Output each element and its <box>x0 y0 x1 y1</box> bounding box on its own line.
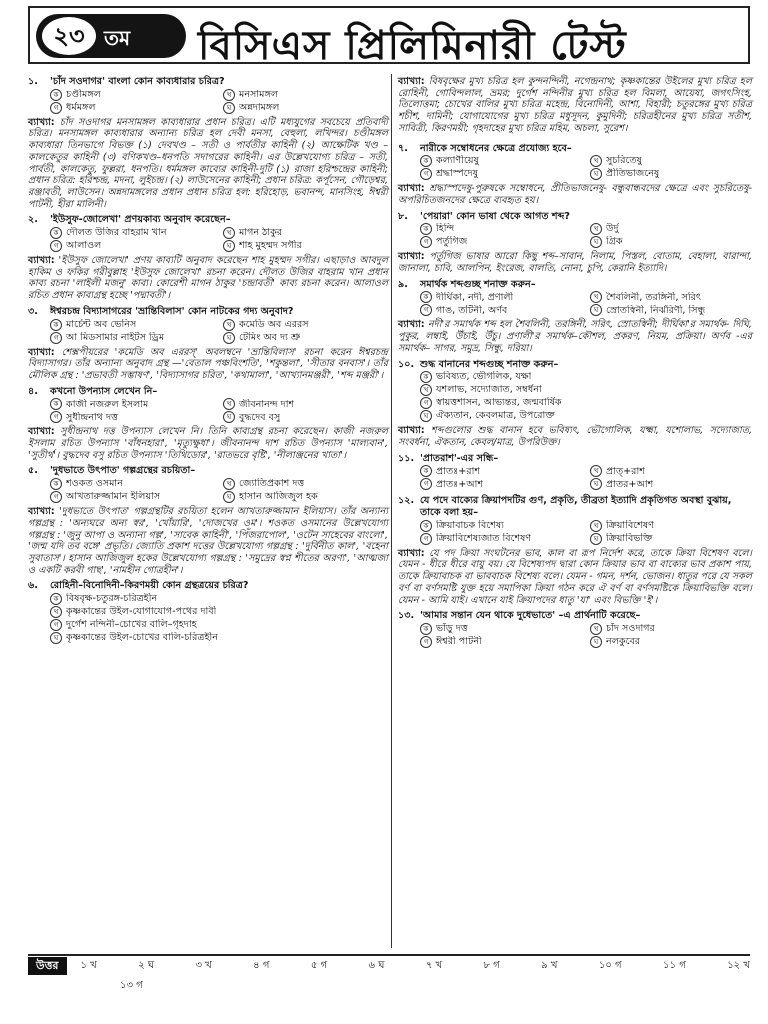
option-marker: গ <box>50 491 62 503</box>
explanation-text: শেক্সপীয়রের 'কমেডি অব এররস্' অবলম্বনে 'ভ্রান্তিবিলাস' রচনা করেন ঈশ্বরচন্দ্র বিদ্যাসাগর। তাঁর অন্যান্য অনুবাদ গ্রন্থ —'বেতাল পঞ্চবিংশতি', 'শকুন্তলা', 'সীতার বনবাস'। তাঁর মৌলিক গ্রন্থ : 'প্রভাবতী সম্ভাষণ', 'বিদ্যাসাগর চরিত', 'কথামালা', 'আখ্যানমঞ্জরী', 'শব্দ মঞ্জরী'। <box>28 346 388 381</box>
option-item <box>420 291 582 303</box>
explanation-label: ব্যাখ্যা: <box>398 547 425 559</box>
option-item <box>50 332 215 344</box>
option-item <box>223 411 388 423</box>
explanation <box>28 347 388 382</box>
explanation <box>398 319 752 354</box>
option-item <box>420 520 582 532</box>
explanation-text: পর্তুগিজ ভাষার আরো কিছু শব্দ–সাবান, নিলাম, পিস্তল, বোতাম, বেহালা, বারান্দা, জানালা, চাবি, আলপিন, ইংরেজ, বালতি, নোনা, চুপি, কেরানি ইত্যাদি। <box>398 251 752 275</box>
option-item <box>420 371 752 383</box>
option-item <box>223 227 388 239</box>
option-item <box>590 291 752 303</box>
explanation <box>28 117 388 211</box>
option-marker: গ <box>420 533 432 545</box>
option-item <box>590 623 752 635</box>
option-text: ঐক্যতান, কেবলমাত্র, উপরোক্ত <box>436 410 555 422</box>
question-text: 'পেয়ারা' কোন ভাষা থেকে আগত শব্দ? <box>420 210 570 222</box>
option-item <box>223 332 388 344</box>
option-marker: খ <box>420 384 432 396</box>
options-list <box>398 291 752 317</box>
option-text: জ্যোতিপ্রকাশ দত্ত <box>239 478 305 490</box>
option-text: টেমিং অব দ্য শ্রু <box>239 331 301 343</box>
question-block <box>398 453 752 492</box>
option-marker: ঘ <box>420 410 432 422</box>
answer-item: ৪ গ <box>253 959 270 971</box>
options-list <box>28 227 388 253</box>
option-marker: ক <box>50 593 62 605</box>
option-text: মনসামঙ্গল <box>239 88 279 100</box>
page-title: বিসিএস প্রিলিমিনারী টেস্ট <box>198 22 627 69</box>
option-text: শ্রদ্ধাস্পদেষু <box>436 168 478 180</box>
option-item <box>50 593 388 605</box>
option-item <box>420 168 582 180</box>
answer-item: ৭ খ <box>425 959 443 971</box>
explanation <box>398 425 752 448</box>
test-number: ২৩ <box>42 17 96 55</box>
explanation-label: ব্যাখ্যা: <box>398 76 425 87</box>
option-item <box>50 491 215 503</box>
option-marker: ঘ <box>590 533 602 545</box>
options-list <box>28 478 388 504</box>
option-marker: ক <box>420 520 432 532</box>
option-item <box>420 384 752 396</box>
question-row <box>28 465 388 477</box>
question-row <box>28 76 388 88</box>
option-text: গ্রিক <box>606 236 623 248</box>
option-marker: ক <box>420 371 432 383</box>
option-item <box>590 520 752 532</box>
option-item <box>50 478 215 490</box>
option-marker: গ <box>50 619 62 631</box>
answer-key-list <box>67 960 751 972</box>
explanation-label: ব্যাখ্যা: <box>28 506 55 518</box>
option-marker: ঘ <box>590 304 602 316</box>
option-marker: খ <box>590 520 602 532</box>
option-marker: ক <box>50 89 62 101</box>
option-item <box>50 102 215 114</box>
answer-item: ৮ গ <box>483 959 500 971</box>
option-item <box>590 636 752 648</box>
option-marker: খ <box>223 478 235 490</box>
option-text: জীবনানন্দ দাশ <box>239 398 295 410</box>
options-list <box>398 223 752 249</box>
test-number-suffix: তম <box>104 26 131 50</box>
option-item <box>590 533 752 545</box>
option-item <box>420 223 582 235</box>
option-text: মাগন ঠাকুর <box>239 227 283 239</box>
option-marker: গ <box>420 478 432 490</box>
explanation <box>28 506 388 576</box>
option-text: নলকুবের <box>606 636 641 648</box>
question-row <box>28 306 388 318</box>
question-text: 'দুধভাতে উৎপাত' গল্পগ্রন্থের রচয়িতা– <box>50 465 196 477</box>
explanation <box>398 548 752 607</box>
question-text: 'আমার সন্তান যেন থাকে দুধেভাতে' –এ প্রার্থনাটি করেছে– <box>420 610 641 622</box>
option-text: চাঁদ সওদাগর <box>606 623 655 635</box>
question-row <box>398 211 752 223</box>
question-text: যে পদে বাক্যের ক্রিয়াপদটির গুণ, প্রকৃতি, তীব্রতা ইত্যাদি প্রকৃতিগত অবস্থা বুঝায়, তাকে বলা হয়– <box>420 495 732 519</box>
question-text: শুদ্ধ বানানের শব্দগুচ্ছ শনাক্ত করুন– <box>420 358 559 370</box>
option-text: স্বায়ত্তশাসন, আভ্যন্তর, জন্মবার্ষিক <box>436 397 562 409</box>
option-marker: খ <box>590 223 602 235</box>
question-text: নারীকে সম্বোধনের ক্ষেত্রে প্রযোজ্য হবে– <box>420 142 572 154</box>
question-text: কখনো উপন্যাস লেখেন নি– <box>50 385 158 397</box>
explanation-label: ব্যাখ্যা: <box>28 426 55 438</box>
option-text: আখতারুজ্জামান ইলিয়াস <box>66 491 161 503</box>
option-text: মার্চেন্ট অব ভেনিস <box>66 318 137 330</box>
option-text: সুচরিতেষু <box>606 155 642 167</box>
option-text: দৌলত উজির বাহরাম খান <box>66 227 167 239</box>
option-item <box>420 236 582 248</box>
explanation-label: ব্যাখ্যা: <box>28 255 55 267</box>
option-marker: গ <box>420 397 432 409</box>
option-text: প্রাত্+রাশ <box>606 465 645 477</box>
option-marker: ঘ <box>590 168 602 180</box>
option-marker: গ <box>50 240 62 252</box>
answer-item: ১১ গ <box>663 959 686 971</box>
option-marker: ঘ <box>50 632 62 644</box>
options-list <box>28 398 388 424</box>
option-item <box>223 319 388 331</box>
option-marker: ক <box>50 398 62 410</box>
option-marker: ঘ <box>223 240 235 252</box>
option-marker: ঘ <box>223 411 235 423</box>
question-row <box>398 143 752 155</box>
option-item <box>50 411 215 423</box>
option-text: আলাওল <box>66 240 102 252</box>
explanation-text: সুধীন্দ্রনাথ দত্ত উপন্যাস লেখেন নি। তিনি কাব্যগ্রন্থ রচনা করেছেন। কাজী নজরুল ইসলাম রচিত উপন্যাস 'বাঁধনহারা', 'মৃত্যুক্ষুধা'। জীবনানন্দ দাশ রচিত উপন্যাস 'মাল্যবান', 'সুতীর্থ'। বুদ্ধদেব বসু রচিত উপন্যাস 'তিথিডোর', 'রাতভরে বৃষ্টি', 'নীলাঞ্জনের খাতা'। <box>28 426 388 461</box>
option-text: আ মিডসামার নাইটস ড্রিম <box>66 331 165 343</box>
option-marker: ঘ <box>223 102 235 114</box>
option-item <box>590 236 752 248</box>
option-item <box>420 410 752 422</box>
option-text: ক্রিয়াবিশেষ্যজাত বিশেষণ <box>436 532 532 544</box>
option-item <box>223 478 388 490</box>
question-text: 'প্রাতরাশ'-এর সন্ধি– <box>420 452 499 464</box>
option-item <box>223 240 388 252</box>
option-marker: ক <box>420 465 432 477</box>
answer-key-label: উত্তর <box>28 957 67 975</box>
option-text: অন্নদামঙ্গল <box>239 101 280 113</box>
question-block <box>398 495 752 606</box>
explanation-label: ব্যাখ্যা: <box>398 425 425 437</box>
option-text: দুর্গেশ নন্দিনী–চোখের বালি–গৃহদাহ <box>66 619 197 631</box>
option-text: কাজী নজরুল ইসলাম <box>66 398 149 410</box>
continued-explanation-text: বিষবৃক্ষের মুখ্য চরিত্র হল কুন্দনন্দিনী, নগেন্দ্রনাথ; কৃষ্ণকান্তের উইলের মুখ্য চরিত্র হল রোহিনী, গোবিন্দলাল, ভ্রমর; দুর্গেশ নন্দিনীর মুখ্য চরিত্র হল বিমলা, আয়েষা, জগৎসিংহ, তিলোত্তমা; চোখের বালির মুখ্য চরিত্র মহেন্দ্র, বিনোদিনী, আশা, বিহারী; চতুরঙ্গের মুখ্য চরিত্র শচীশ, দামিনী; যোগাযোগের মুখ্য চরিত্র মধুসূদন, কুমুদিনী; চরিত্রহীনের মুখ্য চরিত্র সতীশ, সাবিত্রী, কিরণময়ী; গৃহদাহের মুখ্য চরিত্র মহিম, অচলা, সুরেশ। <box>398 76 752 134</box>
question-number: ৮. <box>398 210 408 222</box>
explanation-text: নদী'র সমার্থক শব্দ হল শৈবলিনী, তরঙ্গিনী, সরিৎ, স্রোতস্বিনী; দীর্ঘিকা'র সমার্থক- দিঘি, পুকুর, লম্বাই, উঁচাই, উঁচু। প্রণালী'র সমার্থক–কৌশল, প্রকরণ, নিয়ম, প্রক্রিয়া। অর্ণব -এর সমার্থক– সাগর, সমুদ্র, সিন্ধু, দরিয়া। <box>398 319 752 354</box>
option-marker: গ <box>50 411 62 423</box>
explanation-text: চাঁদ সওদাগর মনসামঙ্গল কাব্যধারার প্রধান চরিত্র। এটি মধ্যযুগের সবচেয়ে প্রতিবাদী চরিত্র। মনসামঙ্গল কাব্যধারার অন্যান্য চরিত্র হল দেবী মনসা, বেহুলা, লখিন্দর। চণ্ডীমঙ্গল কাব্যধারা তিনভাগে বিভক্ত (১) দেবখণ্ড – সতী ও পার্বতীর কাহিনী (২) আক্ষেটিক খণ্ড – কালকেতুর কাহিনী (৩) বণিকখণ্ড–ধনপতি সদাগরের কাহিনী। এর উল্লেখযোগ্য চরিত্র – সতী, পার্বতী, কালকেতু, ফুল্লরা, ধনপতি। ধর্মমঙ্গল কাব্যের কাহিনী-দুটি (১) রাজা হরিশ্চন্দ্রের কাহিনী; প্রধান চরিত্র: হরিশ্চন্দ্র, মদনা, লুইচন্দ্র। (২) লাউসেনের কাহিনী; প্রধান চরিত্র: কর্পূসেন, গৌড়েশ্বর, রঞ্জাবতী, লাউসেন। অন্নদামঙ্গলের প্রধান প্রধান চরিত্র হল: হরিহোড়, ভবানন্দ, মানসিংহ, ঈশ্বরী পাটনী, হীরা মালিনী। <box>28 116 388 210</box>
explanation-text: শব্দগুলোর শুদ্ধ বানান হবে ভবিষ্যৎ, ভৌগোলিক, যক্ষ্মা, যশোলাভ, সদ্যোজাত, সংবর্ধনা, ঐকতান, কেবল/মাত্র, উপরিউক্ত। <box>398 425 752 448</box>
option-marker: ক <box>50 478 62 490</box>
options-list <box>28 89 388 115</box>
option-marker: গ <box>420 304 432 316</box>
option-text: চণ্ডীমঙ্গল <box>66 88 101 100</box>
question-row <box>398 359 752 371</box>
option-marker: খ <box>590 155 602 167</box>
option-item <box>420 533 582 545</box>
option-text: ধর্মমঙ্গল <box>66 101 96 113</box>
question-row <box>28 386 388 398</box>
option-text: প্রাতঃ+রাশ <box>436 465 481 477</box>
continued-explanation <box>398 76 752 135</box>
option-marker: খ <box>50 606 62 618</box>
option-item <box>50 606 388 618</box>
option-text: কল্যাণীয়েষু <box>436 155 479 167</box>
question-block <box>398 610 752 649</box>
option-marker: গ <box>420 236 432 248</box>
option-text: গাঙ, তটিনী, অর্ণব <box>436 304 508 316</box>
options-list <box>28 593 388 645</box>
answer-item: ৩ খ <box>195 959 212 971</box>
explanation-label: ব্যাখ্যা: <box>398 319 425 331</box>
option-item <box>420 155 582 167</box>
option-text: প্রীতিভাজনেষু <box>606 168 660 180</box>
option-item <box>50 227 215 239</box>
question-block <box>28 76 388 210</box>
question-block <box>28 306 388 382</box>
question-text: সমার্থক শব্দগুচ্ছ শনাক্ত করুন– <box>420 278 536 290</box>
question-number: ১১. <box>398 452 415 464</box>
answer-key-last: ১৩ গ <box>120 980 143 991</box>
question-number: ৬. <box>28 580 38 592</box>
question-block <box>28 386 388 462</box>
option-marker: গ <box>50 102 62 114</box>
question-text: 'চাঁদ সওদাগর' বাংলা কোন কাব্যধারার চরিত্র? <box>50 76 225 87</box>
option-item <box>590 223 752 235</box>
explanation-text: 'দুধভাতে উৎপাত' গল্পগ্রন্থটির রচয়িতা হলেন আখতারুজ্জামান ইলিয়াস। তাঁর অন্যান্য গল্পগ্রন্থ : 'অন্যঘরে অন্য স্বর', 'খোঁয়ারি', 'দোজখের ওম'। শওকত ওসমানের উল্লেখযোগ্য গল্পগ্রন্থ : 'জুনু আপা ও অন্যান্য গল্প', 'সাবেক কাহিনী', 'পিঁজরাপোল', 'ওটেন সাহেবের বাংলো', 'জন্ম যদি তব বঙ্গে' প্রভৃতি। জ্যোতি প্রকাশ দত্তের উল্লেখযোগ্য গল্পগ্রন্থ : 'দুর্বিনীত কাল', 'বহেনা সুবাতাস'। হাসান আজিজুল হকের উল্লেখযোগ্য গল্পগ্রন্থ : 'সমুদ্রের স্বপ্ন শীতের অরণ্য', 'আত্মজা ও একটি করবী গাছ', 'নামহীন গোত্রহীন'। <box>28 506 388 576</box>
explanation-label: ব্যাখ্যা: <box>398 183 425 195</box>
option-marker: খ <box>223 89 235 101</box>
answer-item: ৬ ঘ <box>368 959 385 971</box>
explanation-text: শ্রদ্ধাস্পদেষু-পুরুষকে সম্বোধনে, প্রীতিভাজনেষু- বন্ধুবান্ধবদের ক্ষেত্রে এবং সুচরিতেষু- অপরিচিতজনদের ক্ষেত্রে ব্যবহৃত হয়। <box>398 183 752 206</box>
option-text: বুদ্ধদেব বসু <box>239 411 281 423</box>
option-marker: খ <box>590 623 602 635</box>
explanation-label: ব্যাখ্যা: <box>28 346 55 358</box>
column-divider <box>391 74 392 948</box>
question-row <box>398 453 752 465</box>
option-item <box>223 398 388 410</box>
option-text: কমেডি অব এররস <box>239 318 309 330</box>
explanation-text: 'ইউসুফ জোলেখা' প্রণয় কাব্যটি অনুবাদ করেছেন শাহ মুহম্মদ সগীর। এছাড়াও আবদুল হাকিম ও ফকির গরীবুল্লাহ 'ইউসুফ জোলেখা' রচনা করেন। দৌলত উজির বাহরাম খান প্রধান কাব্য রচনা 'লাইলী মজনু' কাব্য। কোরেশী মাগন ঠাকুর 'চন্দ্রাবতী' কাব্য রচনা করেন। আলাওল রচিত প্রধান কাব্যগ্রন্থ হচ্ছে 'পদ্মাবতী'। <box>28 255 388 302</box>
option-marker: খ <box>223 227 235 239</box>
left-column <box>28 76 388 649</box>
question-number: ৯. <box>398 278 408 290</box>
explanation <box>28 255 388 302</box>
question-number: ২. <box>28 214 38 226</box>
answer-item: ৯ খ <box>541 959 558 971</box>
option-item <box>50 89 215 101</box>
option-marker: গ <box>50 332 62 344</box>
answer-item: ১২ খ <box>727 959 750 971</box>
question-number: ১২. <box>398 495 415 507</box>
option-marker: ক <box>420 291 432 303</box>
option-marker: খ <box>590 465 602 477</box>
option-item <box>590 155 752 167</box>
test-number-badge <box>36 14 186 58</box>
right-column <box>398 76 752 653</box>
option-text: শৈবলিনী, তরঙ্গিনী, সরিৎ <box>606 291 701 303</box>
option-marker: ক <box>420 623 432 635</box>
option-text: বিষবৃক্ষ-চতুরঙ্গ-চরিত্রহীন <box>66 593 158 605</box>
question-row <box>28 580 388 592</box>
option-text: ক্রিয়াবিশেষণ <box>606 519 654 531</box>
explanation <box>398 251 752 274</box>
options-list <box>28 319 388 345</box>
option-marker: ঘ <box>223 332 235 344</box>
option-text: ক্রিয়াবাচক বিশেষ্য <box>436 519 504 531</box>
question-block <box>398 143 752 207</box>
question-number: ১৩. <box>398 610 415 622</box>
option-item <box>420 636 582 648</box>
option-marker: ক <box>420 223 432 235</box>
question-row <box>28 214 388 226</box>
option-text: ভাঁড়ু দত্ত <box>436 623 468 635</box>
question-text: 'ইউসুফ-জোলেখা' প্রণয়কাব্য অনুবাদ করেছেন– <box>50 214 231 226</box>
question-text: রোহিনী–বিনোদিনী–কিরণময়ী কোন গ্রন্থত্রয়ের চরিত্র? <box>50 580 249 592</box>
question-text: ঈশ্বরচন্দ্র বিদ্যাসাগরের 'ভ্রান্তিবিলাস' কোন নাটকের গদ্য অনুবাদ? <box>50 305 294 317</box>
option-text: ক্রিয়াবিভক্তি <box>606 532 653 544</box>
option-text: প্রাতর+আশ <box>606 478 654 490</box>
option-item <box>420 478 582 490</box>
option-text: প্রাতঃ+আশ <box>436 478 484 490</box>
option-text: হাসান আজিজুল হক <box>239 491 318 503</box>
option-item <box>420 465 582 477</box>
option-marker: গ <box>420 636 432 648</box>
option-item <box>50 398 215 410</box>
option-item <box>50 319 215 331</box>
option-text: দীর্ঘিকা, নদী, প্রণালী <box>436 291 514 303</box>
option-marker: ক <box>420 155 432 167</box>
option-text: শওকত ওসমান <box>66 478 123 490</box>
options-list <box>398 623 752 649</box>
answer-key-bar <box>28 954 750 976</box>
question-row <box>398 279 752 291</box>
option-marker: খ <box>590 291 602 303</box>
explanation-label: ব্যাখ্যা: <box>398 251 425 263</box>
explanation <box>28 426 388 461</box>
option-item <box>50 619 388 631</box>
option-marker: গ <box>420 168 432 180</box>
answer-item: ১ খ <box>80 959 97 971</box>
options-list <box>398 520 752 546</box>
option-marker: ঘ <box>590 636 602 648</box>
question-block <box>398 211 752 275</box>
option-text: পর্তুগিজ <box>436 236 468 248</box>
question-row <box>398 495 752 518</box>
question-block <box>398 279 752 355</box>
question-number: ১. <box>28 76 38 87</box>
answer-item: ১০ গ <box>598 959 622 971</box>
question-block <box>398 359 752 449</box>
question-number: ৫. <box>28 465 38 477</box>
option-text: হিন্দি <box>436 223 455 235</box>
option-item <box>590 465 752 477</box>
option-text: স্রোতস্বিনী, নির্ঝরিণী, সিন্ধু <box>606 304 706 316</box>
option-item <box>420 397 752 409</box>
options-list <box>398 465 752 491</box>
explanation-text: যে পদ ক্রিয়া সংঘটনের ভাব, কাল বা রূপ নির্দেশ করে, তাকে ক্রিয়া বিশেষণ বলে। যেমন - ধীরে ধীরে বায়ু বয়। যে বিশেষ্যপদ দ্বারা কোন ক্রিয়ার ভাব বা বাক্যের ভাব প্রকাশ পায়, তাকে ক্রিয়াবাচক বা ভাববাচক বিশেষ্য বলে। যেমন - গমন, দর্শন, ভোজন। ধাতুর পরে যে সকল বর্ণ বা বর্ণসমষ্টি যুক্ত হয়ে সমাপিকা ক্রিয়া গঠন করে ঐ বর্ণ বা বর্ণসমষ্টিকে ক্রিয়াবিভক্তি বলে। যেমন - আমি যাই। এখানে যাই ক্রিয়াপদের ধাতু 'যা' এবং বিভক্তি 'ই'। <box>398 547 752 606</box>
option-item <box>223 89 388 101</box>
option-item <box>223 491 388 503</box>
explanation-label: ব্যাখ্যা: <box>28 116 55 128</box>
option-marker: ক <box>50 319 62 331</box>
answer-item: ৫ গ <box>310 959 328 971</box>
answer-item: ২ ঘ <box>138 959 155 971</box>
option-marker: ঘ <box>223 491 235 503</box>
question-block <box>28 580 388 645</box>
option-item <box>50 240 215 252</box>
question-number: ৭. <box>398 142 408 154</box>
question-block <box>28 465 388 576</box>
option-text: ভবিষ্যত, ভৌগলিক, যক্ষা <box>436 371 532 383</box>
option-item <box>50 632 388 644</box>
question-block <box>28 214 388 302</box>
question-number: ১০. <box>398 358 415 370</box>
option-text: সুধীন্দ্রনাথ দত্ত <box>66 411 118 423</box>
option-item <box>420 304 582 316</box>
option-text: শাহ মুহম্মদ সগীর <box>239 240 302 252</box>
question-number: ৪. <box>28 385 38 397</box>
option-text: ঈশ্বরী পাটনী <box>436 636 482 648</box>
option-text: উর্দু <box>606 223 619 235</box>
options-list <box>398 155 752 181</box>
question-row <box>398 610 752 622</box>
option-marker: ঘ <box>590 236 602 248</box>
option-marker: খ <box>223 398 235 410</box>
header-banner <box>28 6 750 69</box>
option-marker: ঘ <box>590 478 602 490</box>
explanation <box>398 183 752 206</box>
option-item <box>223 102 388 114</box>
option-item <box>590 478 752 490</box>
option-item <box>590 168 752 180</box>
option-marker: খ <box>223 319 235 331</box>
options-list <box>398 371 752 423</box>
option-item <box>420 623 582 635</box>
option-text: কৃষ্ণকান্তের উইল-চোখের বালি-চরিত্রহীন <box>66 632 218 644</box>
option-text: যশলাভ, সদ্যোজাত, সম্বর্ধনা <box>436 384 542 396</box>
option-marker: ক <box>50 227 62 239</box>
option-text: কৃষ্ণকান্তের উইল-যোগাযোগ-পথের দাবী <box>66 606 217 618</box>
option-item <box>590 304 752 316</box>
question-number: ৩. <box>28 305 38 317</box>
